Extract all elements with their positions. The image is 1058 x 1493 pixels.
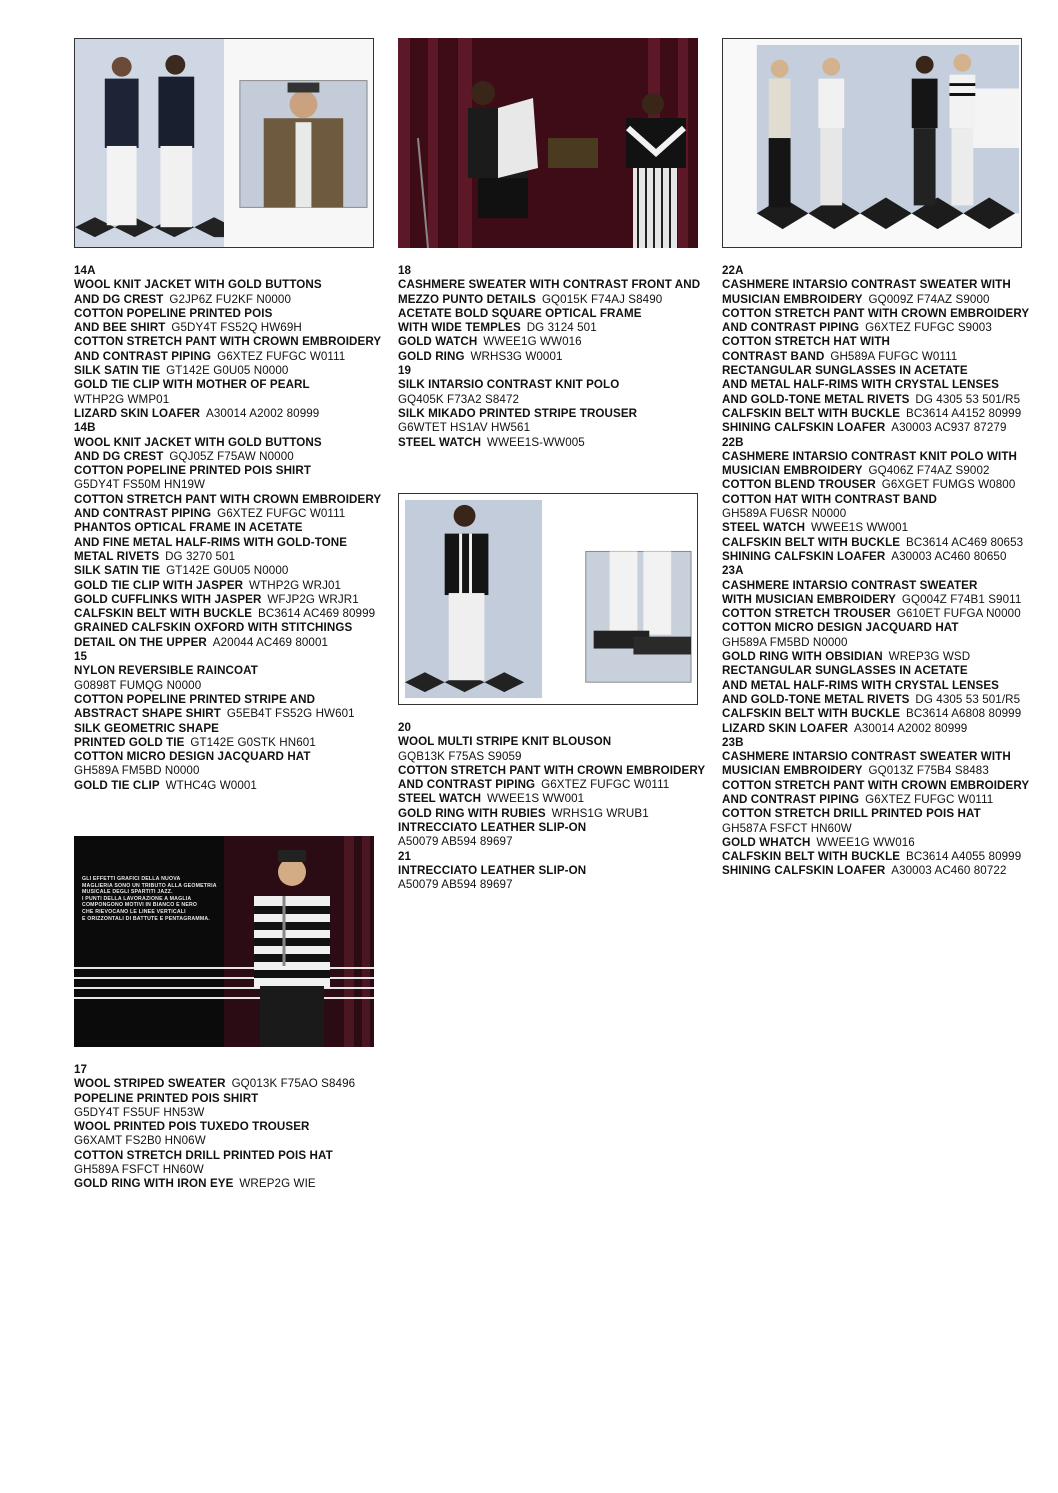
item-line xyxy=(74,507,384,521)
item-line xyxy=(74,493,384,507)
item-line xyxy=(398,735,708,749)
item-code: G6XGET FUMGS W0800 xyxy=(881,478,1016,492)
item-code: GH589A FU6SR N0000 xyxy=(722,507,847,521)
item-line xyxy=(398,321,708,335)
item-line xyxy=(74,636,384,650)
caption-look-18-19 xyxy=(398,264,708,450)
item-description: WITH WIDE TEMPLES xyxy=(398,321,521,335)
look-number-label: 21 xyxy=(398,849,412,863)
look-number-label: 17 xyxy=(74,1063,88,1076)
item-code: G6XTEZ FUFGC W0111 xyxy=(217,507,346,521)
item-line xyxy=(74,464,384,478)
item-code: G6XAMT FS2B0 HN06W xyxy=(74,1134,206,1148)
item-line xyxy=(722,693,1032,707)
item-line xyxy=(722,850,1032,864)
item-description: INTRECCIATO LEATHER SLIP-ON xyxy=(398,821,587,835)
item-line xyxy=(398,750,708,764)
item-description: ABSTRACT SHAPE SHIRT xyxy=(74,707,221,721)
item-code: A20044 AC469 80001 xyxy=(212,635,329,649)
item-code: GT142E G0U05 N0000 xyxy=(166,564,289,578)
item-description: COTTON STRETCH TROUSER xyxy=(722,607,891,621)
item-line xyxy=(74,278,384,292)
item-description: COTTON STRETCH PANT WITH CROWN EMBROIDERY xyxy=(74,335,382,349)
item-code: WWEE1S-WW005 xyxy=(487,435,585,449)
caption-look-17 xyxy=(74,1063,384,1192)
item-line xyxy=(722,507,1032,521)
overlay-line: MAGLIERIA SONO UN TRIBUTO ALLA GEOMETRIA xyxy=(82,882,217,889)
item-description: COTTON POPELINE PRINTED POIS SHIRT xyxy=(74,464,312,478)
item-line xyxy=(74,579,384,593)
item-line xyxy=(722,621,1032,635)
item-code: G6WTET HS1AV HW561 xyxy=(398,421,531,435)
item-line xyxy=(398,807,708,821)
item-code: WRHS3G W0001 xyxy=(470,349,563,363)
item-line xyxy=(74,722,384,736)
item-line xyxy=(74,1120,384,1134)
item-description: WITH MUSICIAN EMBROIDERY xyxy=(722,592,896,606)
item-description: WOOL MULTI STRIPE KNIT BLOUSON xyxy=(398,735,612,749)
item-line xyxy=(74,779,384,793)
item-description: AND DG CREST xyxy=(74,449,164,463)
item-code: BC3614 A4055 80999 xyxy=(906,850,1022,864)
item-line xyxy=(74,664,384,678)
item-description: WOOL STRIPED SWEATER xyxy=(74,1077,226,1091)
photo-look-14-15 xyxy=(74,38,374,248)
item-line xyxy=(722,650,1032,664)
look-number-label: 20 xyxy=(398,721,412,734)
item-code: GT142E G0STK HN601 xyxy=(190,735,316,749)
item-line xyxy=(398,293,708,307)
item-description: COTTON STRETCH DRILL PRINTED POIS HAT xyxy=(722,807,981,821)
item-code: A30003 AC937 87279 xyxy=(891,421,1007,435)
item-line xyxy=(722,707,1032,721)
item-code: WTHP2G WMP01 xyxy=(74,392,170,406)
photo-look-20-21 xyxy=(398,493,698,705)
item-line xyxy=(398,393,708,407)
item-code: WTHP2G WRJ01 xyxy=(249,578,342,592)
item-description: STEEL WATCH xyxy=(398,792,482,806)
item-code: A30014 A2002 80999 xyxy=(854,721,968,735)
item-description: AND CONTRAST PIPING xyxy=(398,778,536,792)
item-line xyxy=(74,1134,384,1148)
item-code: DG 3124 501 xyxy=(526,321,597,335)
item-description: AND CONTRAST PIPING xyxy=(722,792,860,806)
item-line xyxy=(722,307,1032,321)
item-line xyxy=(74,407,384,421)
item-description: MUSICIAN EMBROIDERY xyxy=(722,464,863,478)
item-code: A30014 A2002 80999 xyxy=(206,406,320,420)
item-line xyxy=(74,536,384,550)
item-line xyxy=(74,436,384,450)
look-number-label: 15 xyxy=(74,650,88,664)
item-line xyxy=(74,693,384,707)
item-line xyxy=(74,1077,384,1091)
look-number-label: 14A xyxy=(74,264,96,277)
item-line xyxy=(74,350,384,364)
item-code: G5DY4T FS5UF HN53W xyxy=(74,1105,205,1119)
item-line xyxy=(398,792,708,806)
item-code: WWEE1G WW016 xyxy=(816,835,915,849)
item-description: CONTRAST BAND xyxy=(722,349,825,363)
item-description: GOLD RING WITH IRON EYE xyxy=(74,1177,234,1191)
item-line xyxy=(74,450,384,464)
item-description: PRINTED GOLD TIE xyxy=(74,735,185,749)
item-description: COTTON STRETCH PANT WITH CROWN EMBROIDERY xyxy=(722,778,1030,792)
item-description: METAL RIVETS xyxy=(74,549,160,563)
item-line xyxy=(722,807,1032,821)
item-line xyxy=(74,393,384,407)
item-line xyxy=(74,1163,384,1177)
overlay-italian-text xyxy=(82,876,232,922)
item-line xyxy=(722,335,1032,349)
item-line xyxy=(74,1092,384,1106)
look-number-label: 14B xyxy=(74,421,96,435)
item-description: SHINING CALFSKIN LOAFER xyxy=(722,421,886,435)
item-description: COTTON STRETCH DRILL PRINTED POIS HAT xyxy=(74,1148,333,1162)
item-description: LIZARD SKIN LOAFER xyxy=(74,406,201,420)
item-line xyxy=(74,679,384,693)
item-description: MUSICIAN EMBROIDERY xyxy=(722,292,863,306)
look-number xyxy=(722,736,1032,750)
item-line xyxy=(722,636,1032,650)
item-description: COTTON BLEND TROUSER xyxy=(722,478,876,492)
photo-look-22-23 xyxy=(722,38,1022,248)
item-line xyxy=(74,335,384,349)
look-number-label: 22A xyxy=(722,264,744,277)
item-description: COTTON MICRO DESIGN JACQUARD HAT xyxy=(722,621,959,635)
item-code: G6XTEZ FUFGC S9003 xyxy=(865,321,992,335)
item-code: G5DY4T FS50M HN19W xyxy=(74,478,206,492)
item-line xyxy=(722,293,1032,307)
item-code: GQ406Z F74AZ S9002 xyxy=(868,464,990,478)
item-description: CASHMERE INTARSIO CONTRAST SWEATER WITH xyxy=(722,750,1011,764)
item-code: A50079 AB594 89697 xyxy=(398,878,513,892)
item-description: AND GOLD-TONE METAL RIVETS xyxy=(722,392,910,406)
item-line xyxy=(74,478,384,492)
overlay-line: CHE RIEVOCANO LE LINEE VERTICALI xyxy=(82,908,186,915)
look-number xyxy=(398,264,708,278)
item-code: BC3614 AC469 80999 xyxy=(258,607,376,621)
item-line xyxy=(722,750,1032,764)
overlay-line: E ORIZZONTALI DI BATTUTE E PENTAGRAMMA. xyxy=(82,915,210,922)
item-line xyxy=(722,550,1032,564)
item-line xyxy=(722,421,1032,435)
item-description: SILK SATIN TIE xyxy=(74,364,161,378)
item-code: GH589A FUFGC W0111 xyxy=(830,349,958,363)
look-number-label: 18 xyxy=(398,264,412,277)
item-description: GRAINED CALFSKIN OXFORD WITH STITCHINGS xyxy=(74,621,353,635)
item-description: MUSICIAN EMBROIDERY xyxy=(722,764,863,778)
overlay-line: GLI EFFETTI GRAFICI DELLA NUOVA xyxy=(82,876,181,882)
item-code: WREP2G WIE xyxy=(239,1177,316,1191)
item-line xyxy=(398,307,708,321)
item-description: SILK GEOMETRIC SHAPE xyxy=(74,721,220,735)
look-number xyxy=(722,436,1032,450)
item-description: CALFSKIN BELT WITH BUCKLE xyxy=(74,607,253,621)
item-line xyxy=(74,293,384,307)
item-line xyxy=(398,350,708,364)
item-line xyxy=(74,1177,384,1191)
item-code: G2JP6Z FU2KF N0000 xyxy=(169,292,292,306)
item-line xyxy=(722,764,1032,778)
item-line xyxy=(74,564,384,578)
item-description: AND METAL HALF-RIMS WITH CRYSTAL LENSES xyxy=(722,678,999,692)
item-description: GOLD CUFFLINKS WITH JASPER xyxy=(74,592,262,606)
item-description: CASHMERE INTARSIO CONTRAST SWEATER WITH xyxy=(722,278,1011,292)
item-description: CALFSKIN BELT WITH BUCKLE xyxy=(722,406,901,420)
item-description: DETAIL ON THE UPPER xyxy=(74,635,207,649)
look-number-label: 23B xyxy=(722,735,744,749)
item-description: COTTON STRETCH PANT WITH CROWN EMBROIDERY xyxy=(74,492,382,506)
item-code: BC3614 A6808 80999 xyxy=(906,707,1022,721)
item-description: AND BEE SHIRT xyxy=(74,321,166,335)
item-code: GQ009Z F74AZ S9000 xyxy=(868,292,990,306)
item-line xyxy=(722,593,1032,607)
item-line xyxy=(722,450,1032,464)
item-code: GQ013K F75AO S8496 xyxy=(231,1077,356,1091)
item-line xyxy=(722,664,1032,678)
item-code: A50079 AB594 89697 xyxy=(398,835,513,849)
item-line xyxy=(722,321,1032,335)
look-number xyxy=(722,264,1032,278)
item-line xyxy=(74,307,384,321)
item-description: GOLD WATCH xyxy=(398,335,478,349)
look-number xyxy=(398,364,708,378)
item-line xyxy=(722,493,1032,507)
item-description: PHANTOS OPTICAL FRAME IN ACETATE xyxy=(74,521,303,535)
item-description: GOLD WHATCH xyxy=(722,835,811,849)
item-line xyxy=(74,550,384,564)
item-line xyxy=(722,378,1032,392)
item-line xyxy=(722,350,1032,364)
item-code: G6XTEZ FUFGC W0111 xyxy=(865,792,994,806)
item-code: WRHS1G WRUB1 xyxy=(551,806,649,820)
item-description: COTTON STRETCH PANT WITH CROWN EMBROIDERY xyxy=(398,763,706,777)
item-description: CASHMERE INTARSIO CONTRAST SWEATER xyxy=(722,578,978,592)
item-code: WTHC4G W0001 xyxy=(165,778,257,792)
look-number xyxy=(74,650,384,664)
item-code: GH589A FSFCT HN60W xyxy=(74,1163,204,1177)
item-line xyxy=(398,278,708,292)
item-code: G5DY4T FS52Q HW69H xyxy=(171,321,302,335)
item-description: GOLD TIE CLIP xyxy=(74,778,160,792)
item-description: RECTANGULAR SUNGLASSES IN ACETATE xyxy=(722,664,968,678)
item-line xyxy=(398,835,708,849)
item-code: GQ015K F74AJ S8490 xyxy=(541,292,663,306)
item-line xyxy=(722,478,1032,492)
item-code: GH589A FM5BD N0000 xyxy=(74,764,200,778)
item-description: GOLD RING WITH RUBIES xyxy=(398,806,546,820)
item-line xyxy=(74,736,384,750)
item-description: GOLD RING xyxy=(398,349,465,363)
item-code: DG 4305 53 501/R5 xyxy=(915,692,1021,706)
item-description: SILK SATIN TIE xyxy=(74,564,161,578)
item-description: CALFSKIN BELT WITH BUCKLE xyxy=(722,535,901,549)
item-description: POPELINE PRINTED POIS SHIRT xyxy=(74,1091,259,1105)
item-line xyxy=(722,607,1032,621)
item-line xyxy=(74,364,384,378)
item-description: RECTANGULAR SUNGLASSES IN ACETATE xyxy=(722,364,968,378)
item-code: DG 3270 501 xyxy=(165,549,236,563)
item-description: COTTON HAT WITH CONTRAST BAND xyxy=(722,492,938,506)
item-line xyxy=(74,321,384,335)
item-description: AND DG CREST xyxy=(74,292,164,306)
item-code: G6XTEZ FUFGC W0111 xyxy=(541,778,670,792)
item-description: AND CONTRAST PIPING xyxy=(74,349,212,363)
item-line xyxy=(722,822,1032,836)
item-line xyxy=(722,793,1032,807)
look-number-label: 19 xyxy=(398,364,412,378)
caption-look-14-15 xyxy=(74,264,384,793)
item-code: DG 4305 53 501/R5 xyxy=(915,392,1021,406)
item-line xyxy=(74,521,384,535)
item-description: GOLD TIE CLIP WITH JASPER xyxy=(74,578,244,592)
item-line xyxy=(398,378,708,392)
item-code: G6XTEZ FUFGC W0111 xyxy=(217,349,346,363)
item-description: COTTON POPELINE PRINTED POIS xyxy=(74,306,273,320)
look-number xyxy=(74,421,384,435)
item-code: WWEE1S WW001 xyxy=(487,792,585,806)
item-line xyxy=(74,707,384,721)
item-description: AND CONTRAST PIPING xyxy=(74,507,212,521)
item-line xyxy=(74,607,384,621)
photo-look-17 xyxy=(74,836,374,1047)
item-description: SHINING CALFSKIN LOAFER xyxy=(722,549,886,563)
item-line xyxy=(722,779,1032,793)
item-description: ACETATE BOLD SQUARE OPTICAL FRAME xyxy=(398,306,642,320)
item-line xyxy=(722,464,1032,478)
item-description: INTRECCIATO LEATHER SLIP-ON xyxy=(398,863,587,877)
overlay-line: MUSICALE DEGLI SPARTITI JAZZ. xyxy=(82,889,173,896)
look-number xyxy=(722,564,1032,578)
item-line xyxy=(398,778,708,792)
item-line xyxy=(722,679,1032,693)
item-line xyxy=(722,579,1032,593)
item-line xyxy=(74,593,384,607)
item-line xyxy=(722,393,1032,407)
item-code: WFJP2G WRJR1 xyxy=(267,592,359,606)
item-description: GOLD TIE CLIP WITH MOTHER OF PEARL xyxy=(74,378,310,392)
look-number-label: 23A xyxy=(722,564,744,578)
item-code: WWEE1G WW016 xyxy=(483,335,582,349)
item-line xyxy=(398,764,708,778)
item-description: AND METAL HALF-RIMS WITH CRYSTAL LENSES xyxy=(722,378,999,392)
item-code: WREP3G WSD xyxy=(888,650,971,664)
look-number xyxy=(398,850,708,864)
item-code: GQJ05Z F75AW N0000 xyxy=(169,449,294,463)
item-line xyxy=(722,722,1032,736)
item-code: GH587A FSFCT HN60W xyxy=(722,821,852,835)
item-line xyxy=(398,864,708,878)
item-description: SHINING CALFSKIN LOAFER xyxy=(722,864,886,878)
item-description: WOOL KNIT JACKET WITH GOLD BUTTONS xyxy=(74,435,322,449)
item-line xyxy=(722,521,1032,535)
item-code: A30003 AC460 80722 xyxy=(891,864,1007,878)
item-description: COTTON POPELINE PRINTED STRIPE AND xyxy=(74,692,316,706)
item-code: G5EB4T FS52G HW601 xyxy=(226,707,355,721)
item-line xyxy=(722,407,1032,421)
item-code: GH589A FM5BD N0000 xyxy=(722,635,848,649)
item-description: CALFSKIN BELT WITH BUCKLE xyxy=(722,850,901,864)
item-line xyxy=(74,764,384,778)
item-line xyxy=(722,536,1032,550)
item-description: WOOL KNIT JACKET WITH GOLD BUTTONS xyxy=(74,278,322,292)
photo-look-18-19 xyxy=(398,38,698,248)
caption-look-22-23 xyxy=(722,264,1032,879)
look-number xyxy=(74,1063,384,1077)
item-description: STEEL WATCH xyxy=(398,435,482,449)
item-description: GOLD RING WITH OBSIDIAN xyxy=(722,650,883,664)
item-description: CASHMERE INTARSIO CONTRAST KNIT POLO WITH xyxy=(722,449,1018,463)
item-line xyxy=(722,364,1032,378)
item-description: COTTON MICRO DESIGN JACQUARD HAT xyxy=(74,750,311,764)
item-description: SILK INTARSIO CONTRAST KNIT POLO xyxy=(398,378,620,392)
look-number xyxy=(398,721,708,735)
item-line xyxy=(74,1106,384,1120)
item-line xyxy=(398,821,708,835)
item-description: COTTON STRETCH HAT WITH xyxy=(722,335,891,349)
item-line xyxy=(74,621,384,635)
item-code: GT142E G0U05 N0000 xyxy=(166,364,289,378)
item-description: SILK MIKADO PRINTED STRIPE TROUSER xyxy=(398,406,638,420)
item-line xyxy=(398,421,708,435)
item-description: CALFSKIN BELT WITH BUCKLE xyxy=(722,707,901,721)
item-line xyxy=(74,1149,384,1163)
item-description: CASHMERE SWEATER WITH CONTRAST FRONT AND xyxy=(398,278,701,292)
caption-look-20-21 xyxy=(398,721,708,893)
overlay-line: COMPONGONO MOTIVI IN BIANCO E NERO xyxy=(82,902,198,909)
item-description: AND GOLD-TONE METAL RIVETS xyxy=(722,692,910,706)
item-line xyxy=(74,750,384,764)
item-line xyxy=(398,335,708,349)
item-code: BC3614 A4152 80999 xyxy=(906,406,1022,420)
item-line xyxy=(74,378,384,392)
item-code: GQ405K F73A2 S8472 xyxy=(398,392,520,406)
item-description: LIZARD SKIN LOAFER xyxy=(722,721,849,735)
item-description: WOOL PRINTED POIS TUXEDO TROUSER xyxy=(74,1120,310,1134)
item-line xyxy=(398,436,708,450)
item-code: WWEE1S WW001 xyxy=(811,521,909,535)
item-description: COTTON STRETCH PANT WITH CROWN EMBROIDERY xyxy=(722,306,1030,320)
item-line xyxy=(722,278,1032,292)
item-line xyxy=(722,864,1032,878)
item-line xyxy=(722,836,1032,850)
item-description: MEZZO PUNTO DETAILS xyxy=(398,292,537,306)
look-number xyxy=(74,264,384,278)
item-description: STEEL WATCH xyxy=(722,521,806,535)
item-code: GQB13K F75AS S9059 xyxy=(398,749,522,763)
item-description: NYLON REVERSIBLE RAINCOAT xyxy=(74,664,258,678)
item-code: G0898T FUMQG N0000 xyxy=(74,678,202,692)
item-description: AND CONTRAST PIPING xyxy=(722,321,860,335)
item-code: GQ004Z F74B1 S9011 xyxy=(901,592,1022,606)
item-code: G610ET FUFGA N0000 xyxy=(896,607,1021,621)
item-code: BC3614 AC469 80653 xyxy=(906,535,1024,549)
item-code: A30003 AC460 80650 xyxy=(891,549,1007,563)
look-number-label: 22B xyxy=(722,435,744,449)
item-line xyxy=(398,878,708,892)
item-code: GQ013Z F75B4 S8483 xyxy=(868,764,989,778)
overlay-line: I PUNTI DELLA LAVORAZIONE A MAGLIA xyxy=(82,895,192,902)
item-line xyxy=(398,407,708,421)
item-description: AND FINE METAL HALF-RIMS WITH GOLD-TONE xyxy=(74,535,348,549)
